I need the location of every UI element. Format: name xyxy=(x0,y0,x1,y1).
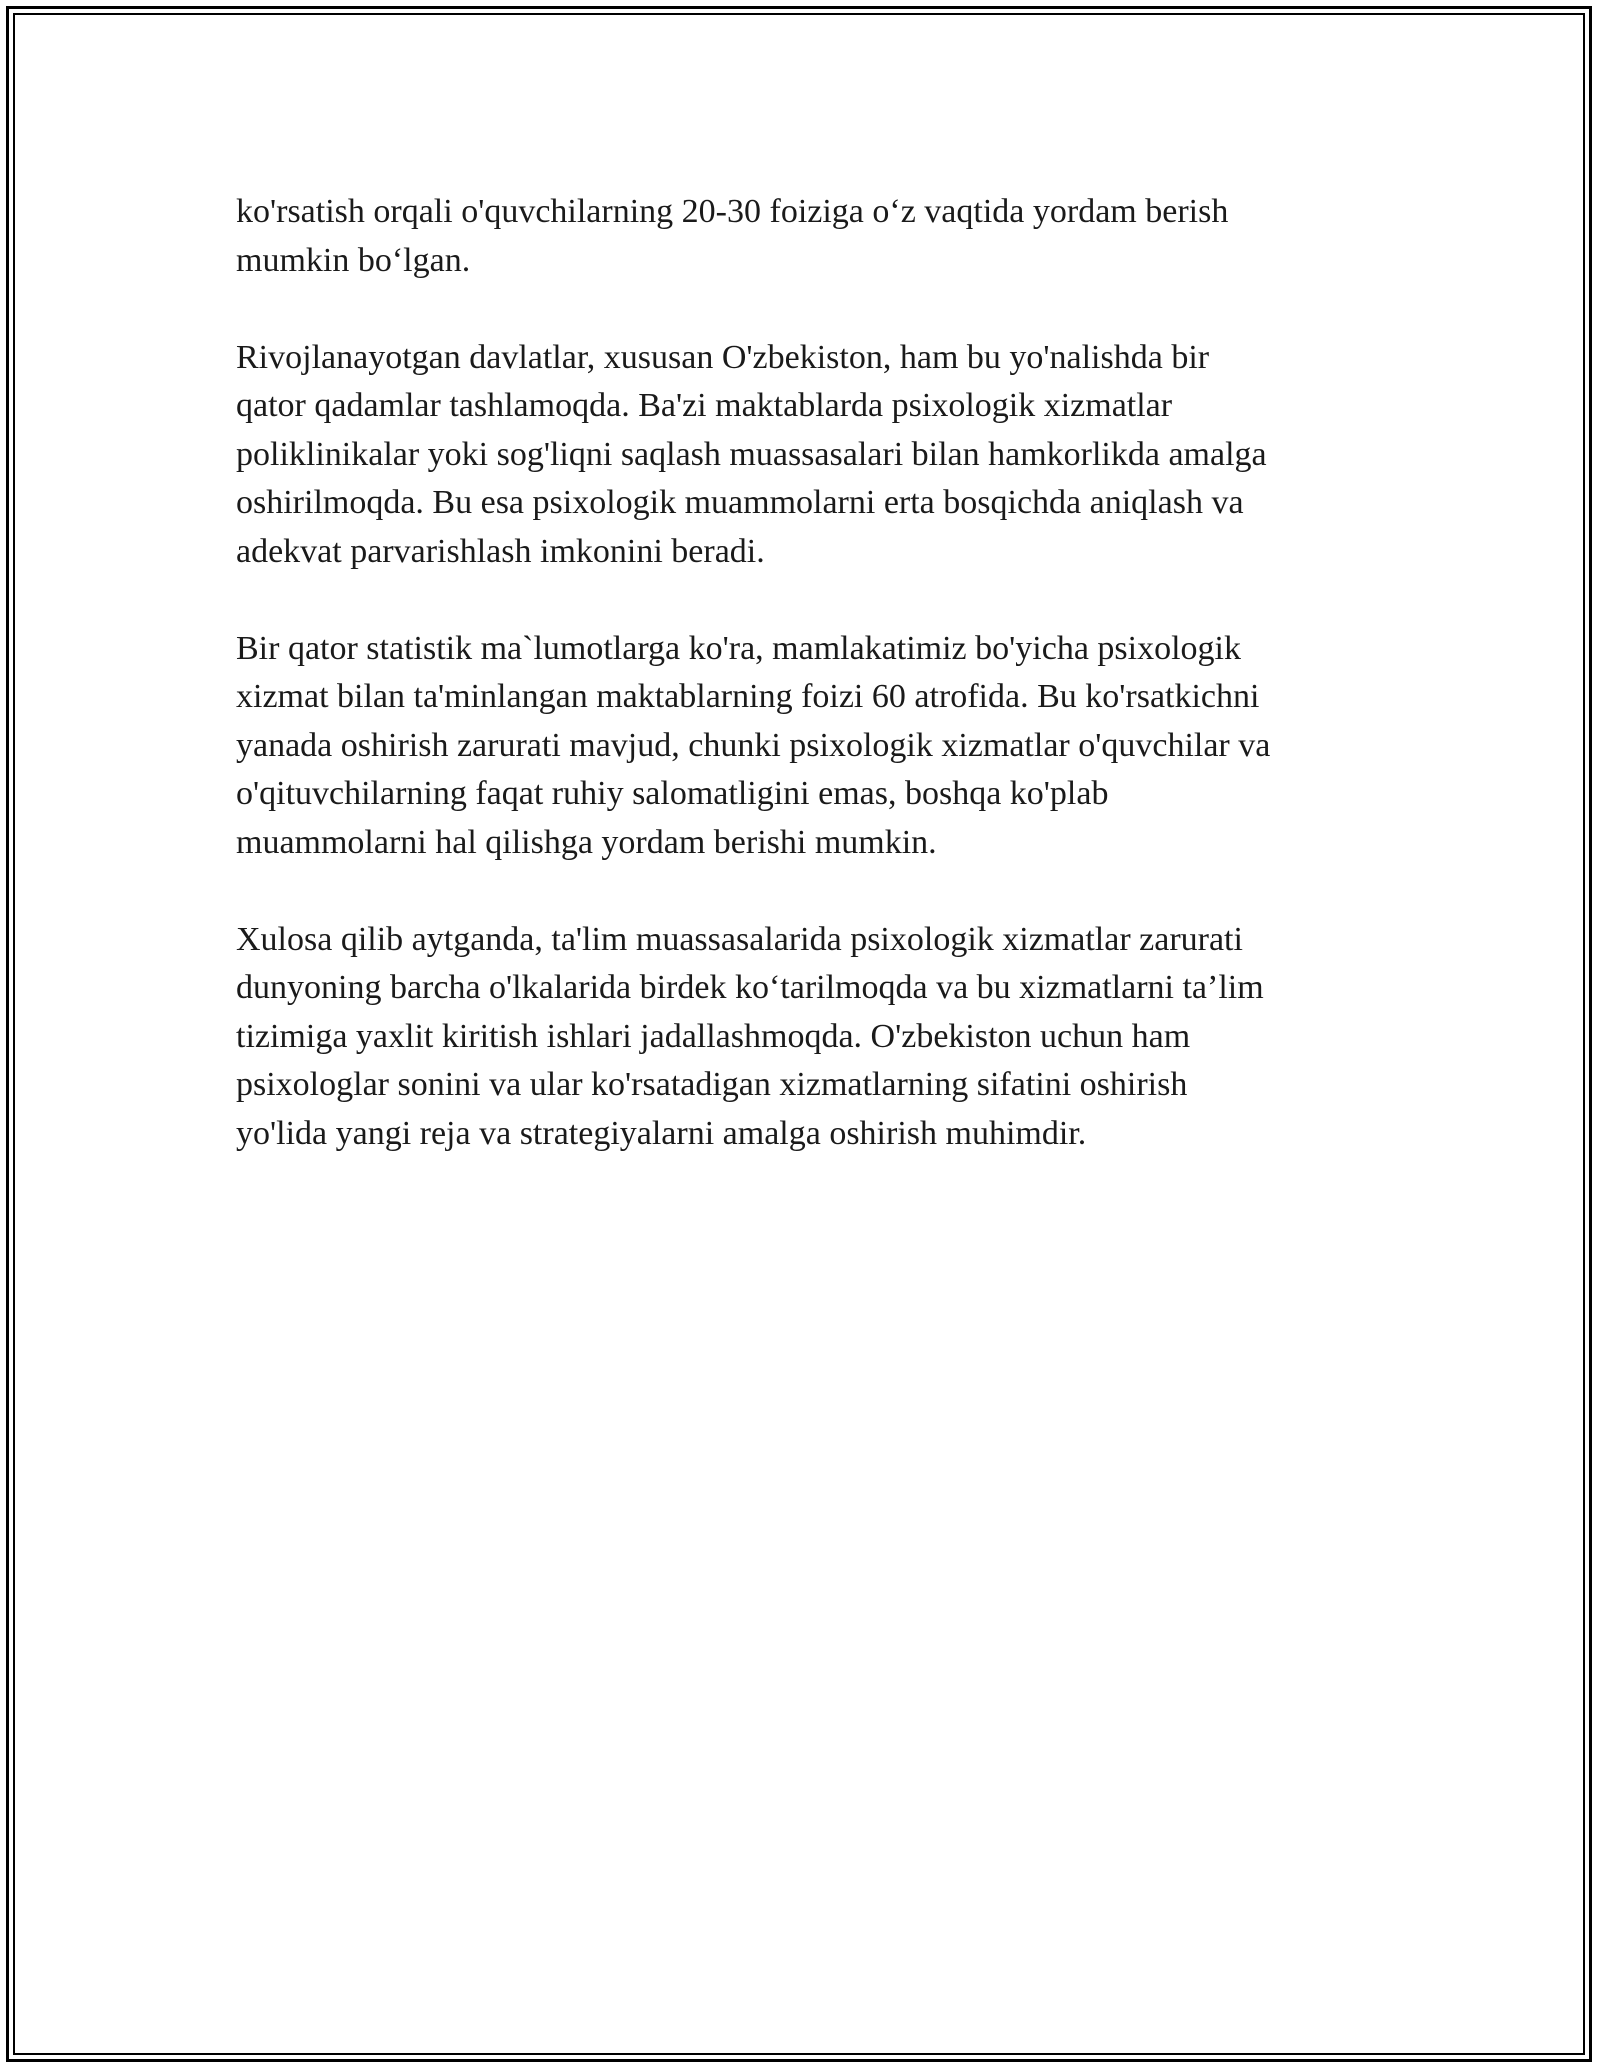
paragraph-1: ko'rsatish orqali o'quvchilarning 20-30 foiziga o‘z vaqtida yordam berish mumkin bo‘lgan. xyxy=(236,193,1229,279)
paragraph-4: Xulosa qilib aytganda, ta'lim muassasalarida psixologik xizmatlar zarurati dunyoning barcha o'lkalarida birdek ko‘tarilmoqda va bu xizmatlarni ta’lim tizimiga yaxlit kiritish ishlari jadallashmoqda. O'zbekiston uchun ham psixologlar sonini va ular ko'rsatadigan xizmatlarning sifatini oshirish yo'lida yangi reja va strategiyalarni amalga oshirish muhimdir. xyxy=(236,920,1264,1152)
paragraph-2: Rivojlanayotgan davlatlar, xususan O'zbekiston, ham bu yo'nalishda bir qator qadamlar tashlamoqda. Ba'zi maktablarda psixologik xizmatlar poliklinikalar yoki sog'liqni saqlash muassasalari bilan hamkorlikda amalga oshirilmoqda. Bu esa psixologik muammolarni erta bosqichda aniqlash va adekvat parvarishlash imkonini beradi. xyxy=(236,338,1267,570)
paragraph-3: Bir qator statistik ma`lumotlarga ko'ra, mamlakatimiz bo'yicha psixologik xizmat bilan ta'minlangan maktablarning foizi 60 atrofida. Bu ko'rsatkichni yanada oshirish zarurati mavjud, chunki psixologik xizmatlar o'quvchilar va o'qituvchilarning faqat ruhiy salomatligini emas, boshqa ko'plab muammolarni hal qilishga yordam berishi mumkin. xyxy=(236,629,1271,861)
document-body xyxy=(236,188,1366,1207)
